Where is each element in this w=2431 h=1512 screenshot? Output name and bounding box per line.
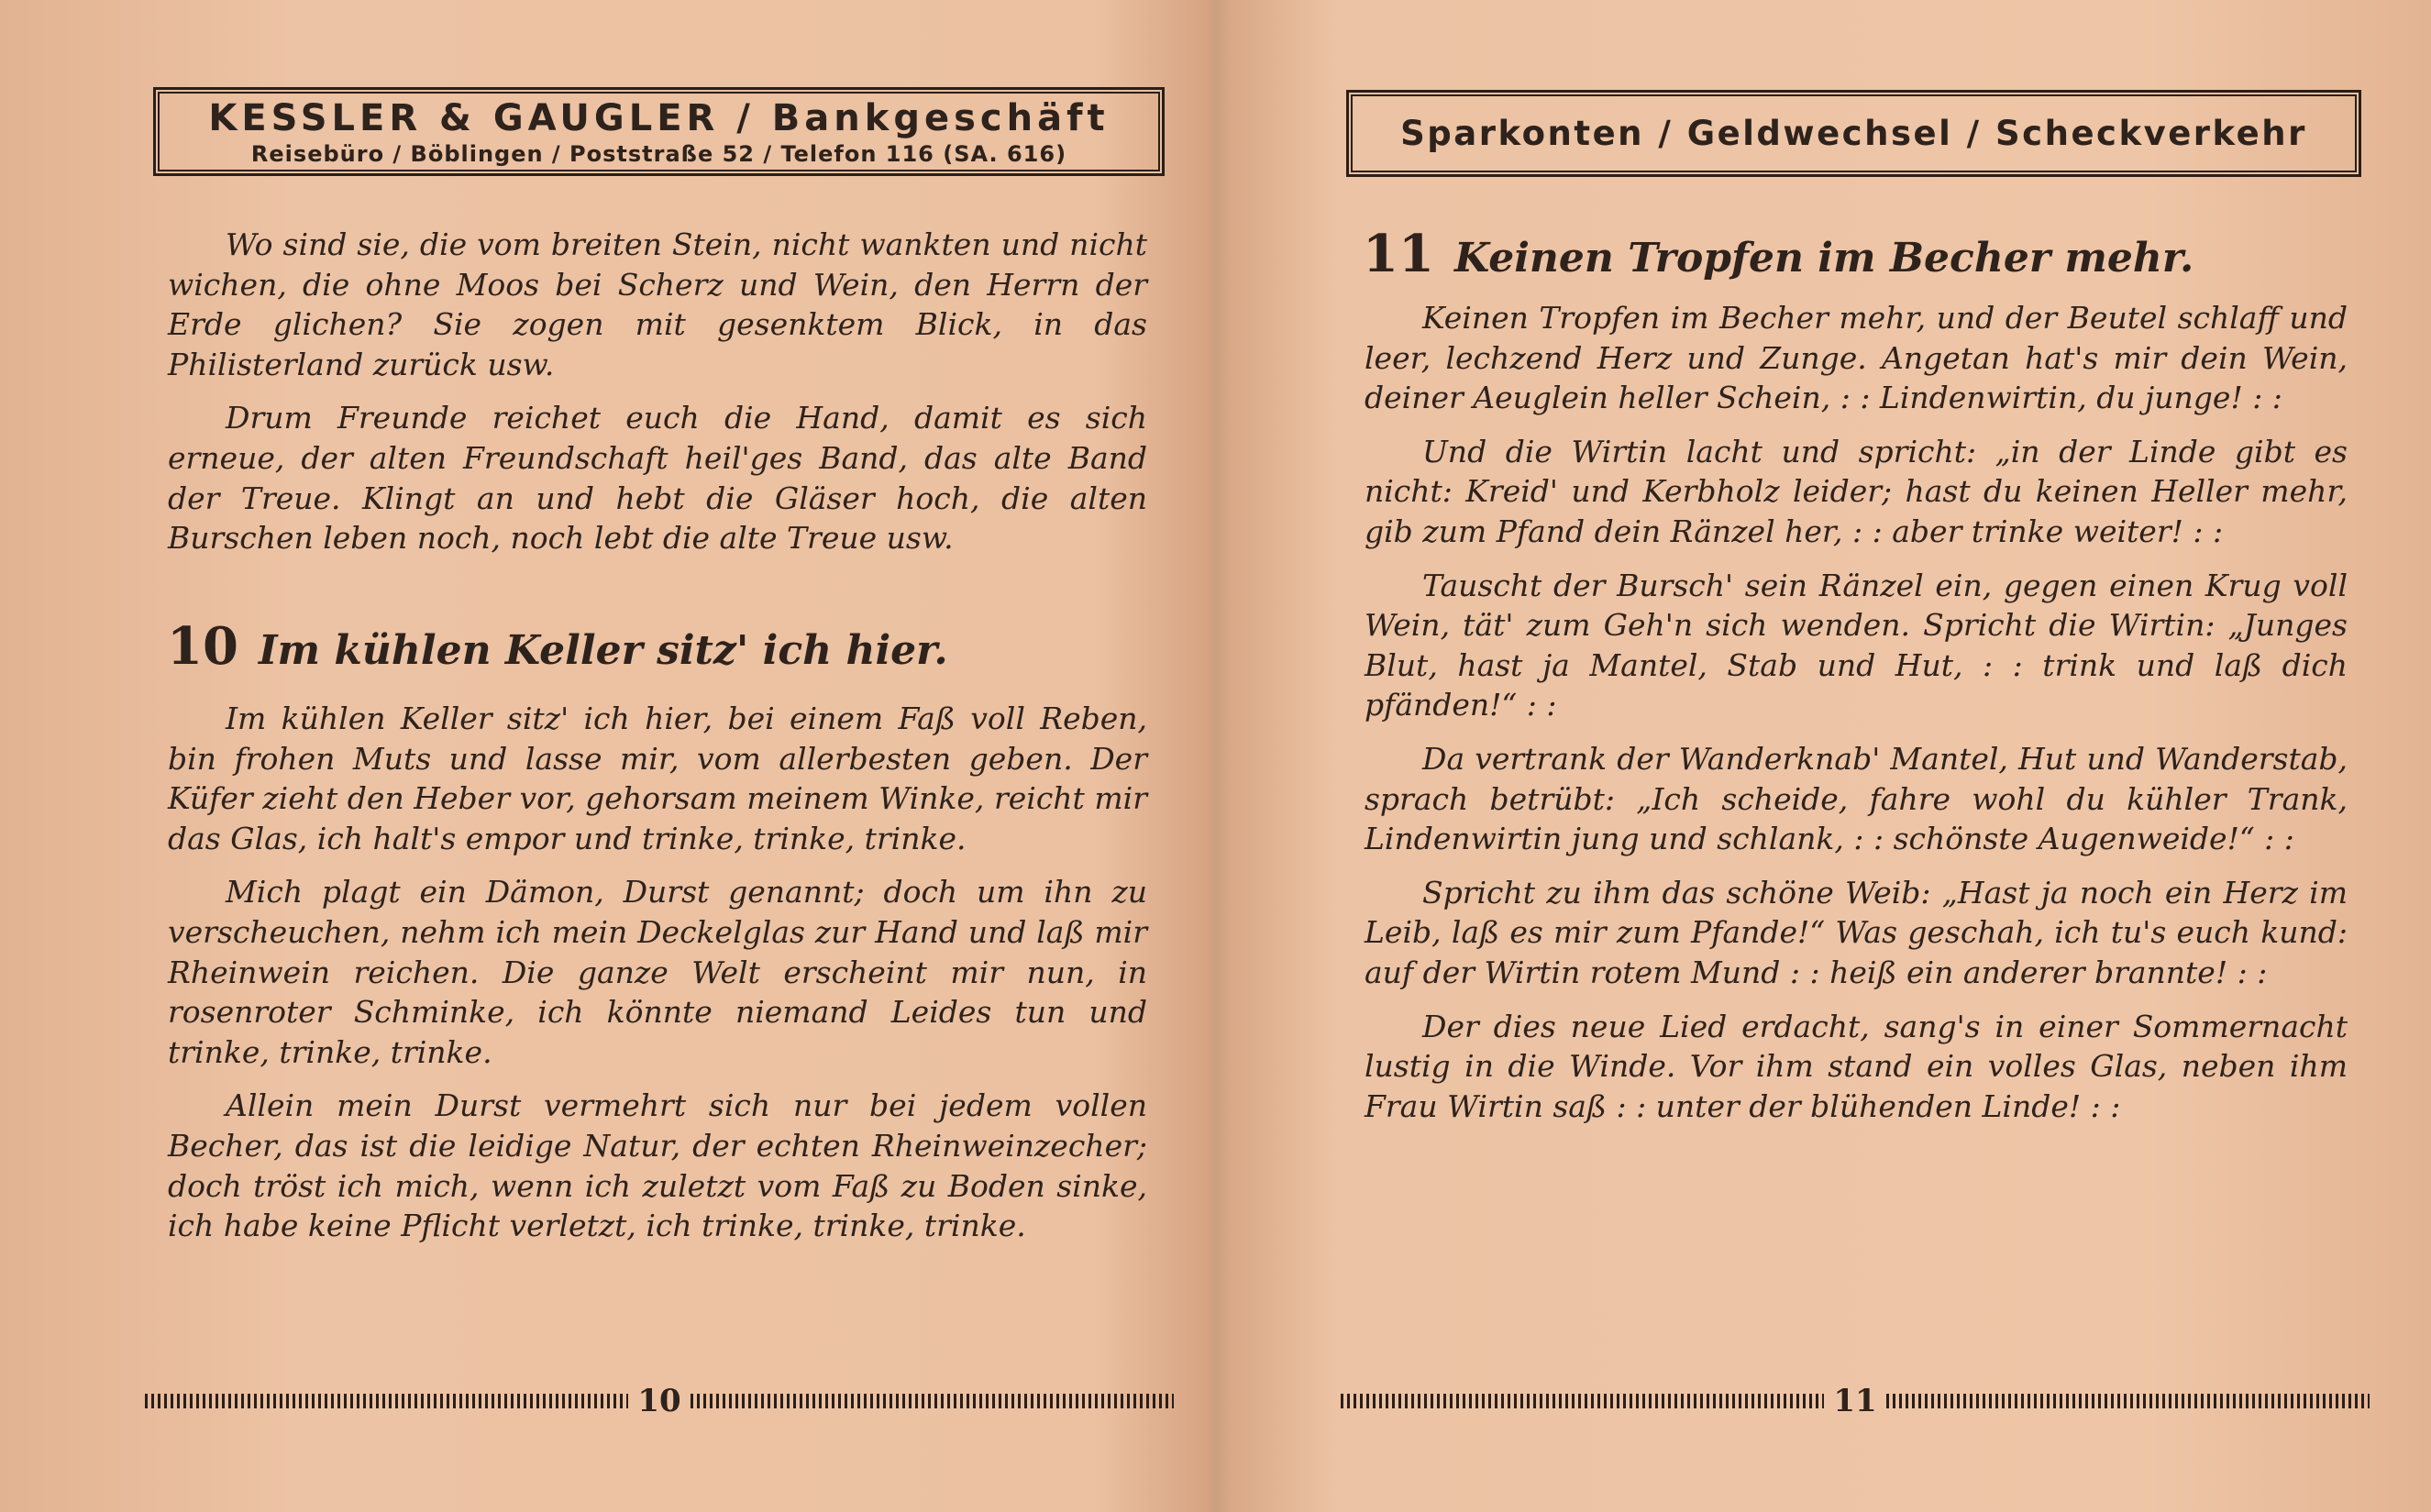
right-page [1216,0,2431,1512]
page-footer [145,1383,1174,1419]
ad-title: Sparkonten / Geldwechsel / Scheckverkehr [1400,114,2307,153]
verse: Spricht zu ihm das schöne Weib: „Hast ja noch ein Herz im Leib, laß es mir zum Pfande!“ Was geschah, ich tu's euch kund: auf der Wirtin rotem Mund : : heiß ein anderer brannte! : : [1365,874,2348,990]
footer-rule [145,1394,628,1408]
page-number: 11 [1833,1383,1877,1419]
left-page [0,0,1215,1512]
verse: Im kühlen Keller sitz' ich hier, bei einem Faß voll Reben, bin frohen Muts und lasse mir, vom allerbesten geben. Der Küfer zieht den Heber vor, gehorsam meinem Winke, reicht mir das Glas, ich halt's empor und trinke, trinke, trinke. [168,701,1147,856]
footer-rule [1886,1394,2370,1408]
verse: Allein mein Durst vermehrt sich nur bei jedem vollen Becher, das ist die leidige Natur, der echten Rheinweinzecher; doch tröst ich mich, wenn ich zuletzt vom Faß zu Boden sinke, ich habe keine Pflicht verletzt, ich trinke, trinke, trinke. [168,1087,1147,1244]
verse: Der dies neue Lied erdacht, sang's in einer Sommernacht lustig in die Winde. Vor ihm stand ein volles Glas, neben ihm Frau Wirtin saß : : unter der blühenden Linde! : : [1365,1008,2348,1124]
ad-subtitle: Reisebüro / Böblingen / Poststraße 52 / Telefon 116 (SA. 616) [250,141,1067,167]
paragraph: Wo sind sie, die vom breiten Stein, nicht wankten und nicht wichen, die ohne Moos bei Scherz und Wein, den Herrn der Erde glichen? Sie zogen mit gesenktem Blick, in das Philisterland zurück usw. [168,226,1147,382]
song-number: 11 [1363,224,1434,284]
song-text [168,699,1147,1260]
intro-text [168,225,1147,572]
ad-title: KESSLER & GAUGLER / Bankgeschäft [208,97,1110,139]
verse: Tauscht der Bursch' sein Ränzel ein, gegen einen Krug voll Wein, tät' zum Geh'n sich wenden. Spricht die Wirtin: „Junges Blut, hast ja Mantel, Stab und Hut, : : trink und laß dich pfänden!“ : : [1365,567,2348,723]
song-text [1365,298,2348,1140]
song-title: Im kühlen Keller sitz' ich hier. [258,627,948,674]
page-footer [1341,1383,2370,1419]
song-heading [167,616,948,677]
footer-rule [1341,1394,1824,1408]
verse: Keinen Tropfen im Becher mehr, und der Beutel schlaff und leer, lechzend Herz und Zunge. Angetan hat's mir dein Wein, deiner Aeuglein heller Schein, : : Lindenwirtin, du junge! : : [1365,300,2348,416]
page-number: 10 [637,1383,681,1419]
song-number: 10 [167,616,238,677]
bank-advertisement-box [153,87,1165,176]
verse: Mich plagt ein Dämon, Durst genannt; doch um ihn zu verscheuchen, nehm ich mein Deckelglas zur Hand und laß mir Rheinwein reichen. Die ganze Welt erscheint mir nun, in rosenroter Schminke, ich könnte niemand Leides tun und trinke, trinke, trinke. [168,874,1147,1070]
footer-rule [691,1394,1174,1408]
song-title: Keinen Tropfen im Becher mehr. [1453,235,2194,281]
song-heading [1363,224,2193,284]
paragraph: Drum Freunde reichet euch die Hand, damit es sich erneue, der alten Freundschaft heil'ges Band, das alte Band der Treue. Klingt an und hebt die Gläser hoch, die alten Burschen leben noch, noch lebt die alte Treue usw. [168,400,1147,557]
verse: Da vertrank der Wanderknab' Mantel, Hut und Wanderstab, sprach betrübt: „Ich scheide, fahre wohl du kühler Trank, Lindenwirtin jung und schlank, : : schönste Augenweide!“ : : [1365,740,2348,857]
verse: Und die Wirtin lacht und spricht: „in der Linde gibt es nicht: Kreid' und Kerbholz leider; hast du keinen Heller mehr, gib zum Pfand dein Ränzel her, : : aber trinke weiter! : : [1365,433,2348,549]
bank-advertisement-box [1346,90,2361,177]
